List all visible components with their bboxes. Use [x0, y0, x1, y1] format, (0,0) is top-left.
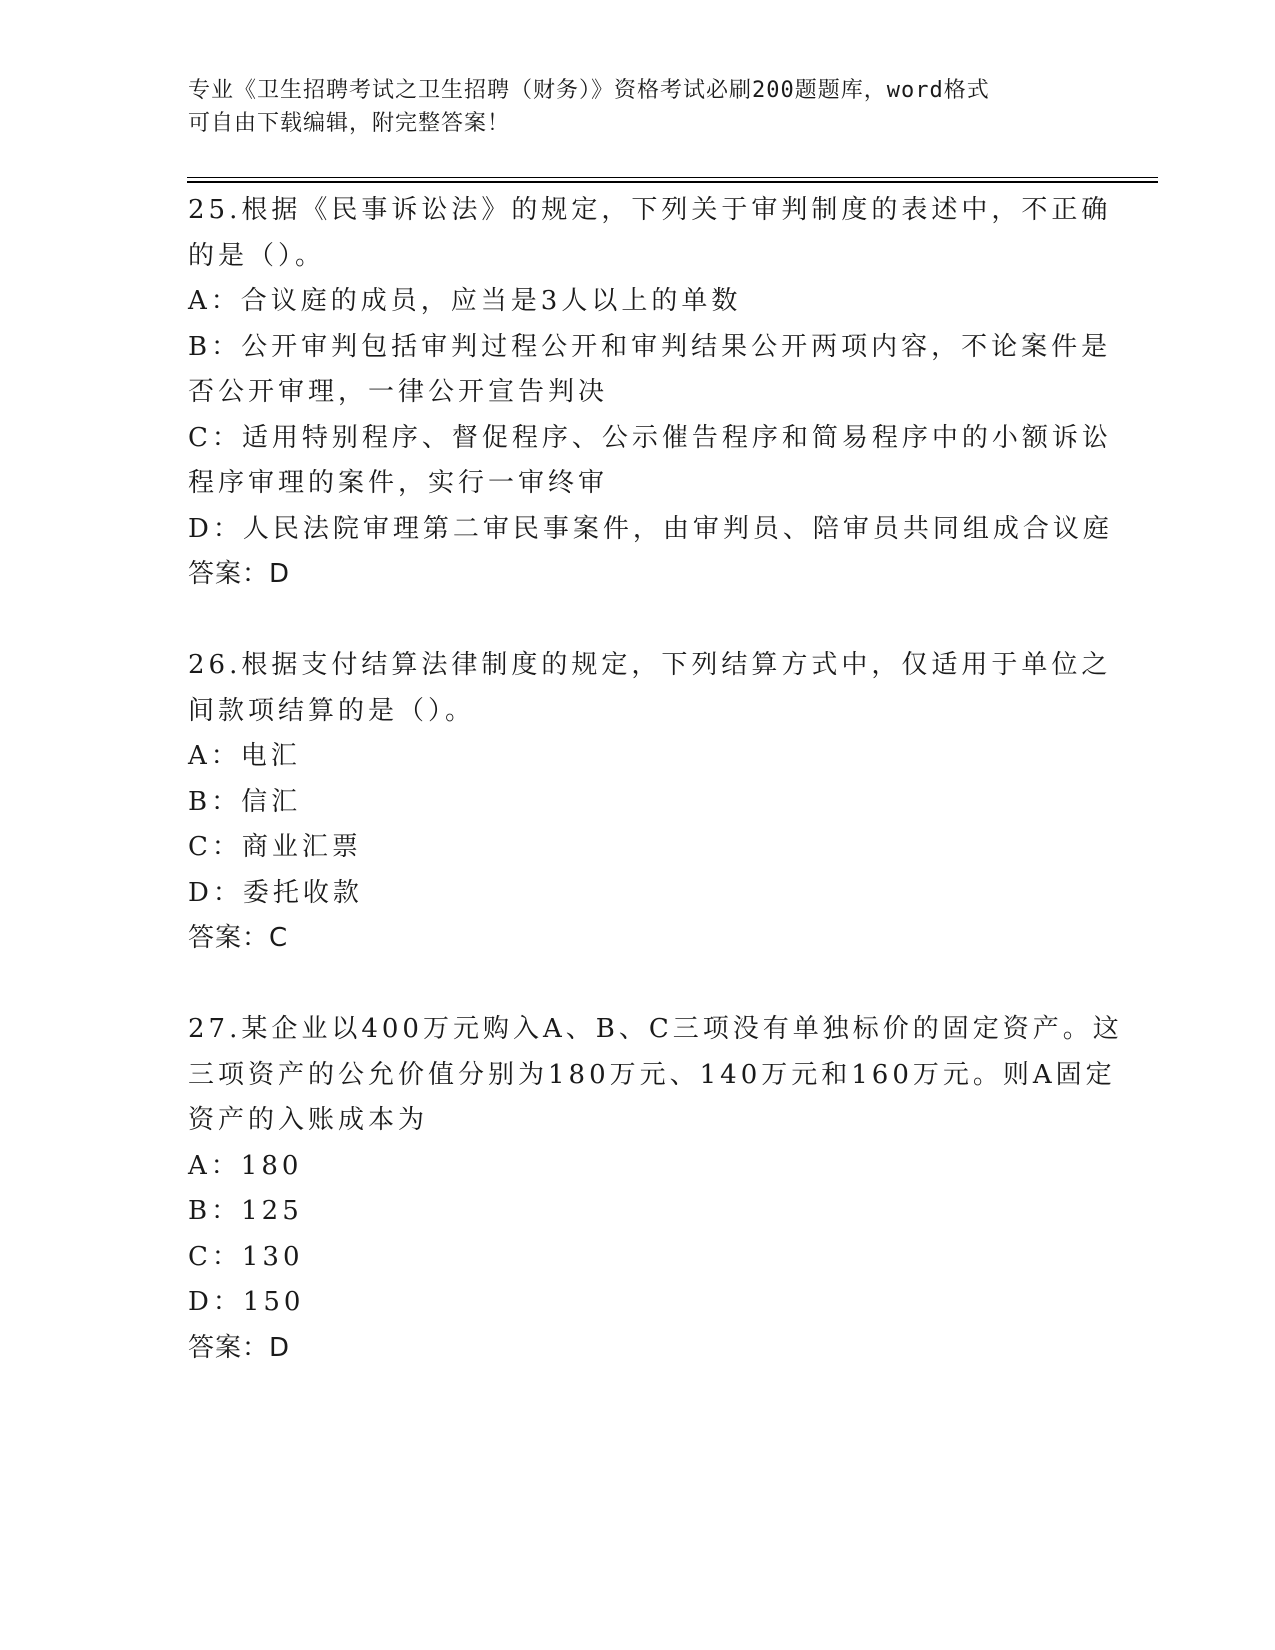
- question-stem: 27.某企业以400万元购入A、B、C三项没有单独标价的固定资产。这: [188, 1014, 1123, 1044]
- question-stem: 三项资产的公允价值分别为180万元、140万元和160万元。则A固定: [188, 1059, 1116, 1090]
- question-stem: 的是（）。: [188, 240, 326, 271]
- option-a: A：电汇: [188, 741, 301, 771]
- answer-line: 答案：D: [188, 1332, 291, 1363]
- option-c: C：商业汇票: [188, 832, 362, 862]
- document-header: [188, 74, 1068, 140]
- option-a: A：180: [188, 1150, 303, 1181]
- answer-line: 答案：C: [188, 923, 289, 953]
- question-stem: 资产的入账成本为: [188, 1105, 429, 1135]
- option-b: B：信汇: [188, 786, 302, 817]
- question-26: [188, 643, 1112, 962]
- option-b: B：公开审判包括审判过程公开和审判结果公开两项内容，不论案件是: [188, 331, 1112, 362]
- option-d: D：人民法院审理第二审民事案件，由审判员、陪审员共同组成合议庭: [188, 513, 1113, 544]
- header-divider-thin: [187, 177, 1158, 178]
- option-a: A：合议庭的成员，应当是3人以上的单数: [188, 286, 742, 316]
- answer-line: 答案：D: [188, 559, 291, 589]
- option-b: B：125: [188, 1196, 303, 1226]
- option-d: D：委托收款: [188, 877, 363, 908]
- option-b: 否公开审理，一律公开宣告判决: [188, 377, 609, 407]
- question-stem: 间款项结算的是（）。: [188, 695, 476, 726]
- option-c: C：130: [188, 1241, 304, 1272]
- question-27: [188, 1007, 1123, 1371]
- question-25: [188, 188, 1113, 598]
- question-stem: 25.根据《民事诉讼法》的规定，下列关于审判制度的表述中，不正确: [188, 195, 1112, 225]
- header-title-line: 专业《卫生招聘考试之卫生招聘（财务）》资格考试必刷200题题库，word格式: [188, 78, 990, 103]
- option-c: C：适用特别程序、督促程序、公示催告程序和简易程序中的小额诉讼: [188, 422, 1112, 453]
- option-d: D：150: [188, 1287, 305, 1317]
- header-divider-thick: [187, 181, 1158, 183]
- option-c: 程序审理的案件，实行一审终审: [188, 468, 609, 498]
- question-stem: 26.根据支付结算法律制度的规定，下列结算方式中，仅适用于单位之: [188, 650, 1112, 680]
- header-subtitle-line: 可自由下载编辑，附完整答案！: [188, 111, 511, 136]
